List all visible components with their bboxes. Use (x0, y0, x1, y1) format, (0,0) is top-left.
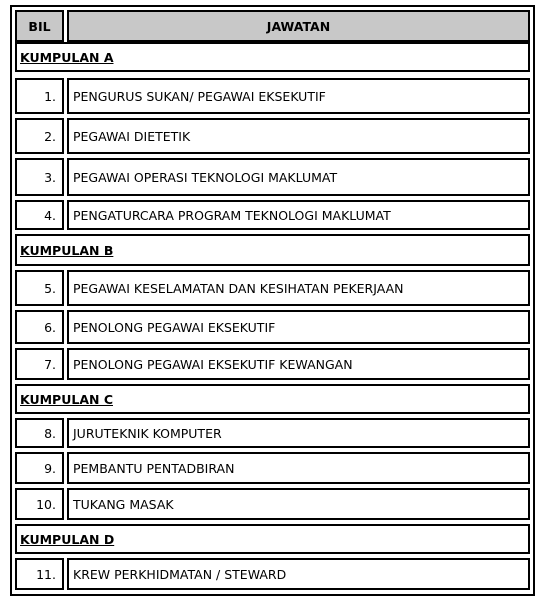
position-name: PEGAWAI OPERASI TEKNOLOGI MAKLUMAT (67, 158, 530, 196)
row-number: 3. (15, 158, 64, 196)
position-name: PENGURUS SUKAN/ PEGAWAI EKSEKUTIF (67, 78, 530, 114)
row-number: 1. (15, 78, 64, 114)
row-number: 10. (15, 488, 64, 520)
header-jawatan: JAWATAN (67, 10, 530, 42)
position-name: PEGAWAI DIETETIK (67, 118, 530, 154)
position-name: PENOLONG PEGAWAI EKSEKUTIF (67, 310, 530, 344)
row-number: 5. (15, 270, 64, 306)
group-heading: KUMPULAN A (15, 42, 530, 72)
position-name: PENOLONG PEGAWAI EKSEKUTIF KEWANGAN (67, 348, 530, 380)
header-bil: BIL (15, 10, 64, 42)
row-number: 11. (15, 558, 64, 590)
row-number: 7. (15, 348, 64, 380)
position-name: KREW PERKHIDMATAN / STEWARD (67, 558, 530, 590)
row-number: 6. (15, 310, 64, 344)
group-heading: KUMPULAN C (15, 384, 530, 414)
group-heading: KUMPULAN B (15, 234, 530, 266)
position-name: JURUTEKNIK KOMPUTER (67, 418, 530, 448)
position-name: PENGATURCARA PROGRAM TEKNOLOGI MAKLUMAT (67, 200, 530, 230)
position-name: PEGAWAI KESELAMATAN DAN KESIHATAN PEKERJAAN (67, 270, 530, 306)
group-heading: KUMPULAN D (15, 524, 530, 554)
row-number: 2. (15, 118, 64, 154)
jawatan-table (10, 5, 535, 596)
row-number: 8. (15, 418, 64, 448)
row-number: 4. (15, 200, 64, 230)
row-number: 9. (15, 452, 64, 484)
position-name: PEMBANTU PENTADBIRAN (67, 452, 530, 484)
position-name: TUKANG MASAK (67, 488, 530, 520)
